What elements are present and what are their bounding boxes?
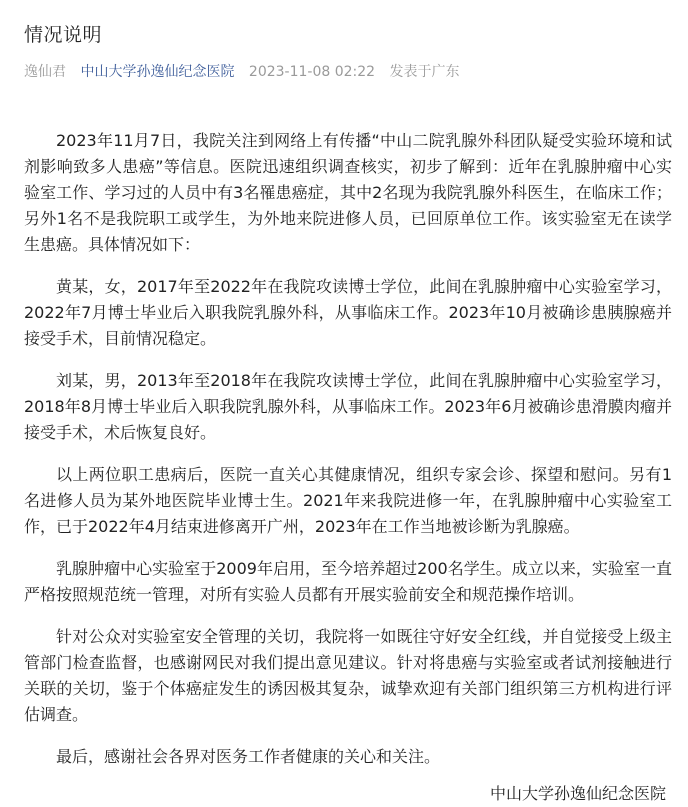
paragraph-3: 刘某，男，2013年至2018年在我院攻读博士学位，此间在乳腺肿瘤中心实验室学习，2018年8月博士毕业后入职我院乳腺外科，从事临床工作。2023年6月被确诊患滑膜肉瘤并接受手术，术后恢复良好。 [24, 371, 672, 442]
paragraph-6: 针对公众对实验室安全管理的关切，我院将一如既往守好安全红线，并自觉接受上级主管部门检查监督，也感谢网民对我们提出意见建议。针对将患癌与实验室或者试剂接触进行关联的关切，鉴于个体癌症发生的诱因极其复杂，诚挚欢迎有关部门组织第三方机构进行评估调查。 [24, 627, 672, 724]
paragraph-2: 黄某，女，2017年至2022年在我院攻读博士学位，此间在乳腺肿瘤中心实验室学习，2022年7月博士毕业后入职我院乳腺外科，从事临床工作。2023年10月被确诊患胰腺癌并接受手术，目前情况稳定。 [24, 277, 672, 348]
organization-link[interactable]: 中山大学孙逸仙纪念医院 [80, 64, 235, 80]
publish-location: 发表于广东 [389, 64, 460, 80]
article-meta [24, 61, 470, 81]
article-title: 情况说明 [24, 24, 103, 46]
article-body [24, 128, 672, 786]
paragraph-4: 以上两位职工患病后，医院一直关心其健康情况，组织专家会诊、探望和慰问。另有1名进修人员为某外地医院毕业博士生。2021年来我院进修一年，在乳腺肿瘤中心实验室工作，已于2022年4月结束进修离开广州，2023年在工作当地被诊断为乳腺癌。 [24, 465, 672, 536]
paragraph-7: 最后，感谢社会各界对医务工作者健康的关心和关注。 [56, 747, 441, 766]
signature: 中山大学孙逸仙纪念医院 [489, 784, 666, 803]
publish-datetime: 2023-11-08 02:22 [248, 64, 376, 80]
paragraph-5: 乳腺肿瘤中心实验室于2009年启用，至今培养超过200名学生。成立以来，实验室一直严格按照规范统一管理，对所有实验人员都有开展实验前安全和规范操作培训。 [24, 559, 672, 604]
author-name[interactable]: 逸仙君 [24, 64, 66, 80]
paragraph-1: 2023年11月7日，我院关注到网络上有传播“中山二院乳腺外科团队疑受实验环境和试剂影响致多人患癌”等信息。医院迅速组织调查核实，初步了解到：近年在乳腺肿瘤中心实验室工作、学习过的人员中有3名罹患癌症，其中2名现为我院乳腺外科医生，在临床工作；另外1名不是我院职工或学生，为外地来院进修人员，已回原单位工作。该实验室无在读学生患癌。具体情况如下： [24, 131, 672, 254]
